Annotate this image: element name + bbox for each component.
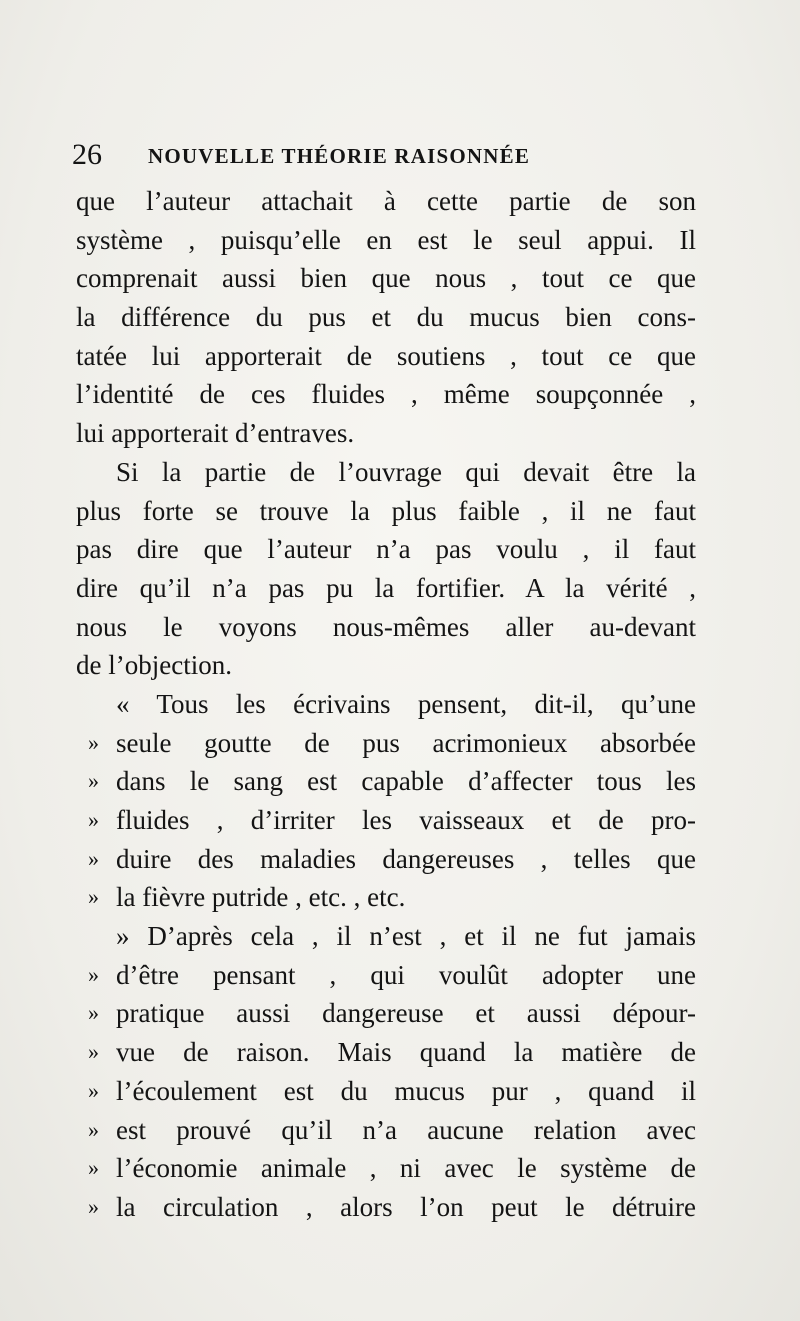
text-line: de l’objection. <box>76 650 232 681</box>
quote-text: est prouvé qu’il n’a aucune relation avec <box>116 1114 696 1145</box>
text-line: système , puisqu’elle en est le seul appui. Il <box>76 224 696 255</box>
guillemet-mark: » <box>88 729 99 755</box>
guillemet-mark: » <box>88 845 99 871</box>
quote-text: vue de raison. Mais quand la matière de <box>116 1037 696 1068</box>
guillemet-mark: » <box>88 884 99 910</box>
guillemet-mark: » <box>88 768 99 794</box>
quote-line <box>76 762 696 801</box>
text-line: plus forte se trouve la plus faible , il ne faut <box>76 495 696 526</box>
guillemet-mark: » <box>88 961 99 987</box>
body-text <box>76 182 696 1227</box>
text-line: tatée lui apporterait de soutiens , tout ce que <box>76 340 696 371</box>
quote-line <box>76 1033 696 1072</box>
guillemet-mark: » <box>88 1116 99 1142</box>
paragraph-1 <box>76 182 696 453</box>
quote-line <box>76 801 696 840</box>
guillemet-mark: » <box>88 1039 99 1065</box>
quotation-1 <box>76 685 696 917</box>
quote-text: la circulation , alors l’on peut le détruire <box>116 1191 696 1222</box>
quote-text: duire des maladies dangereuses , telles que <box>116 843 696 874</box>
quote-line <box>76 1188 696 1227</box>
quote-text: pratique aussi dangereuse et aussi dépour- <box>116 998 696 1029</box>
running-head: NOUVELLE THÉORIE RAISONNÉE <box>148 144 531 168</box>
quote-line <box>76 840 696 879</box>
quote-line <box>76 994 696 1033</box>
quote-line <box>76 878 696 917</box>
text-line: lui apporterait d’entraves. <box>76 418 355 449</box>
quote-line <box>76 956 696 995</box>
quote-text: l’économie animale , ni avec le système de <box>116 1153 696 1184</box>
text-line: nous le voyons nous-mêmes aller au-devant <box>76 611 696 642</box>
guillemet-mark: » <box>88 1155 99 1181</box>
quote-text: seule goutte de pus acrimonieux absorbée <box>116 727 696 758</box>
text-line: l’identité de ces fluides , même soupçonnée , <box>76 379 696 410</box>
quote-line <box>76 724 696 763</box>
text-line: comprenait aussi bien que nous , tout ce que <box>76 263 696 294</box>
guillemet-mark: » <box>88 1193 99 1219</box>
text-line: pas dire que l’auteur n’a pas voulu , il faut <box>76 534 696 565</box>
quote-line <box>76 1072 696 1111</box>
guillemet-mark: » <box>88 1000 99 1026</box>
quotation-2 <box>76 917 696 1227</box>
quote-opening-line: » D’après cela , il n’est , et il ne fut jamais <box>116 921 696 952</box>
text-line: que l’auteur attachait à cette partie de son <box>76 186 696 216</box>
paragraph-2 <box>76 453 696 685</box>
quote-text: d’être pensant , qui voulût adopter une <box>116 959 696 990</box>
page-header <box>72 136 712 176</box>
quote-text: la fièvre putride , etc. , etc. <box>116 882 406 913</box>
quote-text: dans le sang est capable d’affecter tous les <box>116 766 696 797</box>
quote-text: fluides , d’irriter les vaisseaux et de pro- <box>116 805 696 835</box>
text-line: Si la partie de l’ouvrage qui devait être la <box>116 456 696 487</box>
text-line: la différence du pus et du mucus bien cons- <box>76 302 696 333</box>
quote-line <box>76 1111 696 1150</box>
text-line: dire qu’il n’a pas pu la fortifier. A la vérité , <box>76 572 696 603</box>
quote-text: l’écoulement est du mucus pur , quand il <box>116 1075 696 1106</box>
page-number: 26 <box>72 138 102 171</box>
quote-line <box>76 1149 696 1188</box>
guillemet-mark: » <box>88 1077 99 1103</box>
guillemet-mark: » <box>88 807 99 832</box>
quote-opening-line: « Tous les écrivains pensent, dit-il, qu’une <box>116 688 696 719</box>
